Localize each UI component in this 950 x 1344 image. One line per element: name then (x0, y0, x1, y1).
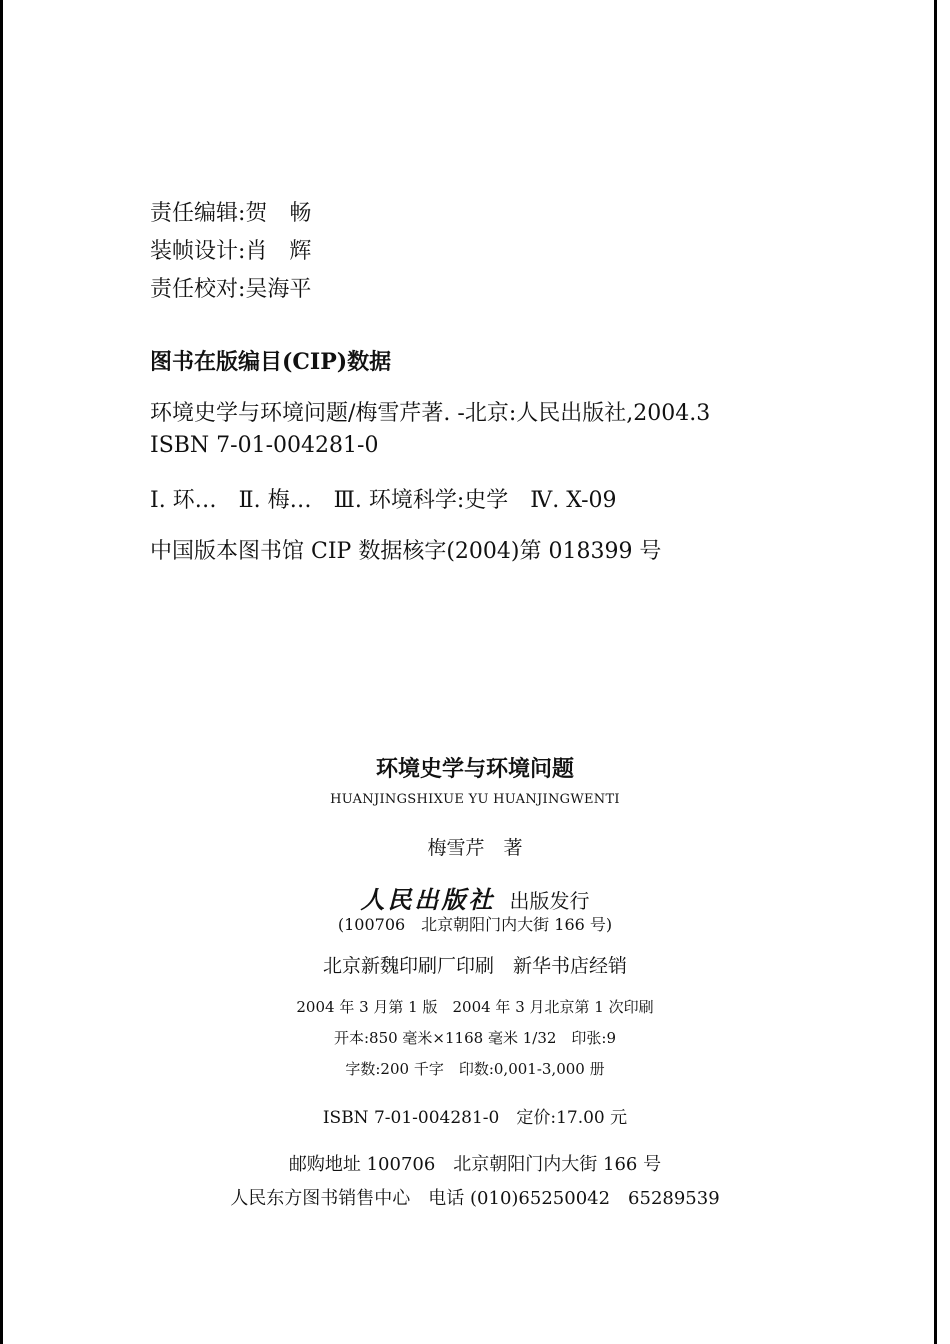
designer-label: 装帧设计: (150, 239, 246, 264)
mail-order-address: 邮购地址 100706 北京朝阳门内大街 166 号 (288, 1154, 662, 1175)
publisher-address: (100706 北京朝阳门内大街 166 号) (337, 915, 613, 934)
cip-record: 环境史学与环境问题/梅雪芹著. -北京:人民出版社,2004.3 (150, 401, 711, 426)
cip-approval: 中国版本图书馆 CIP 数据核字(2004)第 018399 号 (150, 539, 662, 564)
wordcount-info: 字数:200 千字 印数:0,001-3,000 册 (345, 1060, 605, 1078)
book-title: 环境史学与环境问题 (375, 756, 574, 782)
proofreader-label: 责任校对: (150, 277, 246, 302)
designer-line (150, 234, 311, 265)
cip-subjects: Ⅰ. 环… Ⅱ. 梅… Ⅲ. 环境科学:史学 Ⅳ. X-09 (150, 488, 617, 513)
cip-isbn: ISBN 7-01-004281-0 (150, 433, 379, 458)
editor-label: 责任编辑: (150, 201, 246, 226)
publisher-line (0, 880, 950, 915)
book-author: 梅雪芹 著 (427, 837, 523, 859)
edition-info: 2004 年 3 月第 1 版 2004 年 3 月北京第 1 次印刷 (296, 998, 654, 1016)
publisher-logo: 人民出版社 (360, 885, 496, 914)
cip-heading: 图书在版编目(CIP)数据 (150, 349, 392, 375)
book-title-pinyin: HUANJINGSHIXUE YU HUANJINGWENTI (330, 792, 620, 807)
editor-line (150, 196, 311, 227)
publish-label: 出版发行 (509, 889, 590, 913)
format-info: 开本:850 毫米×1168 毫米 1/32 印张:9 (333, 1029, 616, 1047)
editor-name: 贺 畅 (245, 201, 312, 226)
proofreader-name: 吴海平 (245, 277, 312, 302)
printer-distributor: 北京新魏印刷厂印刷 新华书店经销 (322, 955, 627, 977)
proofreader-line (150, 272, 311, 303)
sales-center: 人民东方图书销售中心 电话 (010)65250042 65289539 (230, 1188, 720, 1209)
designer-name: 肖 辉 (245, 239, 312, 264)
isbn-price: ISBN 7-01-004281-0 定价:17.00 元 (322, 1108, 628, 1128)
